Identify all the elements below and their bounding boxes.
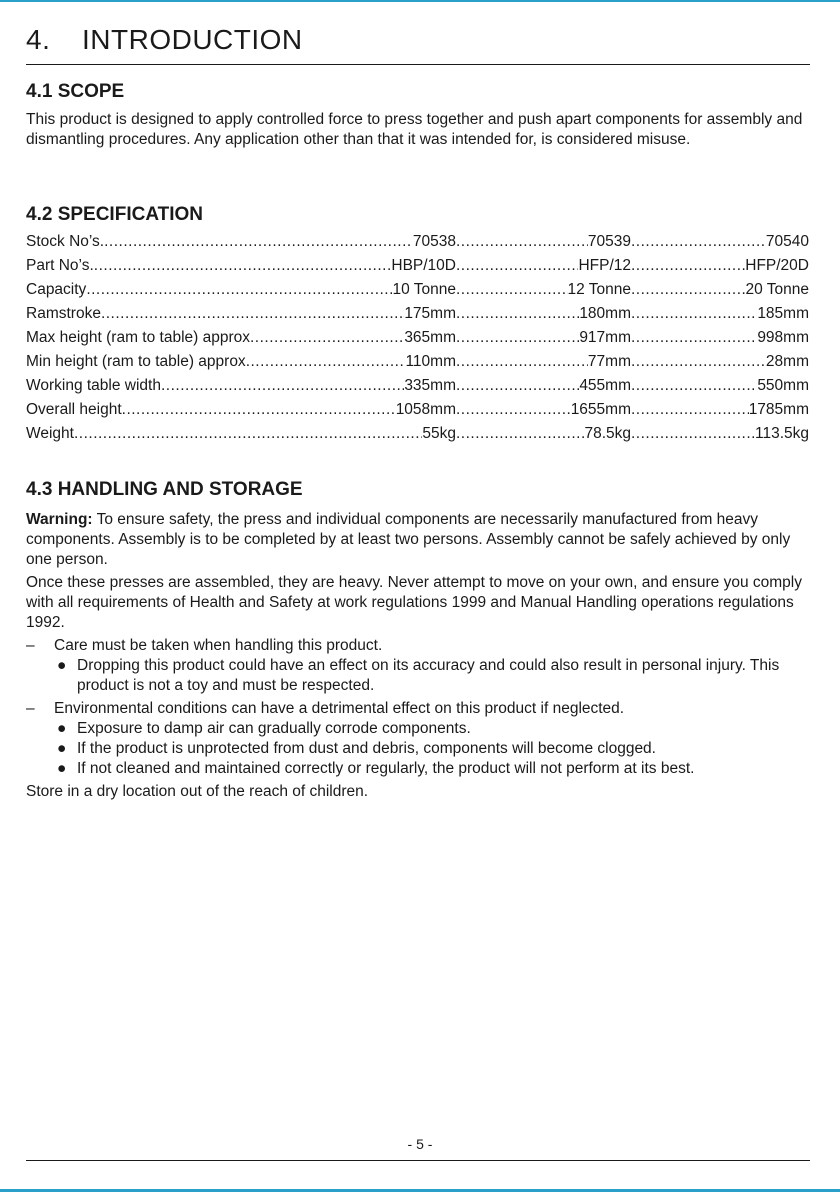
spec-row [26,278,809,302]
dot-leader [94,254,392,278]
store-paragraph: Store in a dry location out of the reach of children. [26,783,369,800]
spec-value: 110mm [405,353,456,370]
dot-leader [631,302,757,326]
spec-label: Part No’s. [26,257,94,274]
chapter-title [26,24,303,56]
spec-value: 550mm [757,377,809,394]
spec-value: 917mm [579,329,631,346]
spec-label: Weight [26,425,74,442]
spec-row [26,326,809,350]
spec-label: Overall height [26,401,122,418]
dot-leader [74,422,422,446]
spec-cell [456,398,631,422]
spec-cell [456,254,631,278]
dot-leader [122,398,396,422]
dot-leader [104,230,413,254]
handling-item-body [54,699,806,779]
spec-cell [26,254,456,278]
spec-value: HFP/20D [745,257,809,274]
warning-label: Warning: [26,511,93,528]
dot-leader [456,326,579,350]
spec-value: 365mm [404,329,456,346]
spec-label: Max height (ram to table) approx [26,329,250,346]
bullet-dot-icon: ● [57,740,67,757]
dot-leader [456,374,579,398]
spec-value: 335mm [404,377,456,394]
spec-value: 1785mm [748,401,809,418]
spec-cell [631,350,809,374]
handling-item-text: Care must be taken when handling this product. [54,637,383,654]
spec-label: Working table width [26,377,161,394]
spec-cell [26,302,456,326]
handling-item-body [54,636,806,696]
scope-heading: 4.1 SCOPE [26,81,125,102]
dot-leader [631,374,757,398]
bullet-dot-icon: ● [57,720,67,737]
top-accent-rule [0,0,840,2]
dot-leader [161,374,404,398]
dot-leader [456,398,571,422]
bullet-text: Dropping this product could have an effect on its accuracy and could also result in personal injury. This product is not a toy and must be respected. [77,657,780,694]
spec-cell [631,374,809,398]
bullet-item [54,739,806,759]
spec-value: 70540 [765,233,809,250]
spec-row [26,302,809,326]
spec-cell [456,350,631,374]
spec-cell [631,326,809,350]
spec-label: Capacity [26,281,87,298]
dot-leader [456,230,588,254]
specification-heading: 4.2 SPECIFICATION [26,204,204,225]
spec-cell [631,230,809,254]
warning-paragraph [26,510,806,570]
spec-cell [26,374,456,398]
spec-cell [456,326,631,350]
spec-row [26,398,809,422]
spec-row [26,374,809,398]
dot-leader [631,350,766,374]
spec-label: Stock No’s. [26,233,105,250]
spec-value: 1058mm [395,401,456,418]
spec-cell [26,230,456,254]
bullet-text: Exposure to damp air can gradually corrode components. [77,720,471,737]
spec-value: 28mm [765,353,809,370]
footer-divider [26,1160,810,1161]
spec-value: HBP/10D [391,257,456,274]
dot-leader [456,254,578,278]
chapter-title-text: INTRODUCTION [82,24,303,55]
spec-cell [456,230,631,254]
spec-value: 113.5kg [754,425,809,442]
spec-label: Ramstroke [26,305,101,322]
spec-label: Min height (ram to table) approx [26,353,246,370]
spec-cell [631,302,809,326]
bullet-text: If the product is unprotected from dust and debris, components will become clogged. [77,740,656,757]
dot-leader [456,422,584,446]
dot-leader [456,302,579,326]
dot-leader [631,398,749,422]
spec-value: 180mm [579,305,631,322]
spec-value: 185mm [757,305,809,322]
spec-cell [26,350,456,374]
spec-cell [456,278,631,302]
dash-marker: – [26,637,35,654]
spec-cell [26,326,456,350]
dot-leader [86,278,392,302]
chapter-number: 4. [26,24,51,55]
spec-value: 10 Tonne [392,281,456,298]
spec-value: 70539 [587,233,631,250]
handling-list [26,636,806,779]
storage-heading: 4.3 HANDLING AND STORAGE [26,479,303,500]
spec-value: HFP/12 [578,257,631,274]
spec-value: 1655mm [570,401,631,418]
page-number: - 5 - [407,1136,433,1152]
spec-cell [26,398,456,422]
spec-value: 455mm [579,377,631,394]
dot-leader [631,230,766,254]
handling-item-text: Environmental conditions can have a detrimental effect on this product if neglected. [54,700,625,717]
spec-value: 175mm [404,305,456,322]
spec-row [26,350,809,374]
spec-cell [26,422,456,446]
spec-value: 70538 [412,233,456,250]
dot-leader [631,326,757,350]
spec-row [26,230,809,254]
warning-text: To ensure safety, the press and individual components are necessarily manufactured from heavy components. Assembly is to be completed by at least two persons. Assembly cannot be safely achieved by only one person. [26,511,791,568]
assembled-paragraph: Once these presses are assembled, they are heavy. Never attempt to move on your own, and ensure you comply with all requirements of Health and Safety at work regulations 1999 and Manual Handling operations regulations 1992. [26,574,802,631]
spec-cell [456,422,631,446]
dot-leader [456,278,568,302]
spec-cell [631,278,809,302]
spec-cell [631,254,809,278]
bullet-item [54,719,806,739]
spec-value: 77mm [587,353,631,370]
bullet-text: If not cleaned and maintained correctly or regularly, the product will not perform at its best. [77,760,695,777]
storage-section [26,510,806,802]
bullet-dot-icon: ● [57,657,67,674]
spec-value: 998mm [757,329,809,346]
spec-row [26,422,809,446]
dot-leader [631,254,745,278]
chapter-divider [26,64,810,65]
bullet-dot-icon: ● [57,760,67,777]
spec-value: 12 Tonne [567,281,631,298]
dot-leader [631,278,746,302]
handling-item [26,699,806,779]
dot-leader [456,350,588,374]
dot-leader [246,350,406,374]
dot-leader [250,326,404,350]
spec-value: 20 Tonne [745,281,809,298]
spec-cell [456,374,631,398]
handling-item [26,636,806,696]
dot-leader [101,302,404,326]
bullet-item [54,759,806,779]
spec-cell [26,278,456,302]
spec-cell [631,398,809,422]
dot-leader [631,422,755,446]
spec-cell [456,302,631,326]
scope-paragraph: This product is designed to apply controlled force to press together and push apart components for assembly and dismantling procedures. Any application other than that it was intended for, is considered misuse. [26,111,803,148]
spec-row [26,254,809,278]
bullet-item [54,656,806,696]
specification-table [26,230,809,446]
spec-value: 78.5kg [584,425,631,442]
spec-value: 55kg [422,425,456,442]
spec-cell [631,422,809,446]
dash-marker: – [26,700,35,717]
